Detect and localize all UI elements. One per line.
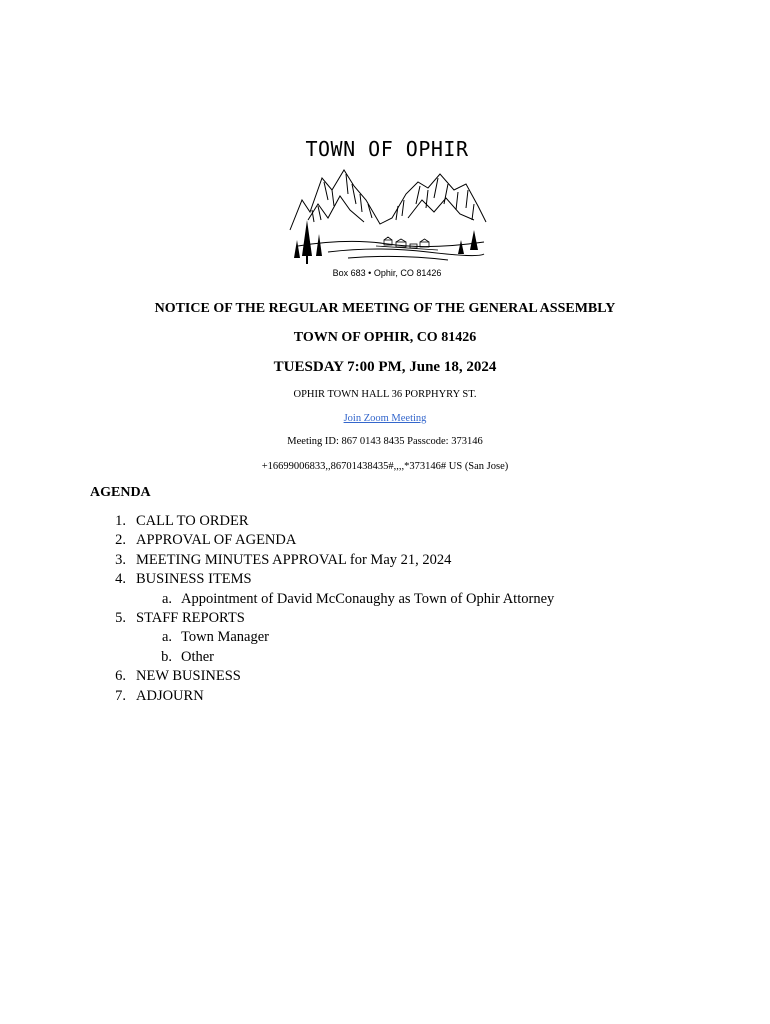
meeting-location: OPHIR TOWN HALL 36 PORPHYRY ST. — [293, 389, 477, 400]
agenda-item — [0, 687, 770, 706]
agenda-subitem — [0, 590, 770, 609]
agenda-item-number: 3. — [115, 551, 126, 568]
agenda-subitem-letter: b. — [161, 648, 172, 665]
logo-address: Box 683 • Ophir, CO 81426 — [332, 268, 442, 278]
agenda-subitem — [0, 648, 770, 667]
agenda-item-number: 7. — [115, 687, 126, 704]
town-heading: TOWN OF OPHIR, CO 81426 — [293, 330, 477, 345]
agenda-item-text: ADJOURN — [136, 687, 204, 704]
agenda-item-text: CALL TO ORDER — [136, 513, 249, 529]
agenda-list — [0, 512, 770, 706]
agenda-subitem-text: Town Manager — [181, 629, 269, 646]
agenda-item-text: STAFF REPORTS — [136, 609, 245, 626]
agenda-item-text: BUSINESS ITEMS — [136, 571, 252, 588]
agenda-item — [0, 609, 770, 628]
agenda-item-number: 5. — [115, 609, 126, 626]
notice-title: NOTICE OF THE REGULAR MEETING OF THE GENERAL ASSEMBLY — [154, 301, 616, 316]
agenda-item-number: 1. — [115, 513, 126, 529]
agenda-subitem-text: Appointment of David McConaughy as Town of Ophir Attorney — [181, 590, 555, 607]
agenda-subitem-letter: a. — [161, 590, 172, 607]
agenda-heading: AGENDA — [90, 485, 151, 500]
meeting-id: Meeting ID: 867 0143 8435 Passcode: 373146 — [287, 436, 483, 447]
agenda-item — [0, 551, 770, 570]
meeting-datetime: TUESDAY 7:00 PM, June 18, 2024 — [273, 359, 497, 375]
agenda-item-text: MEETING MINUTES APPROVAL for May 21, 2024 — [136, 551, 452, 568]
mountain-landscape-image — [288, 160, 488, 268]
join-zoom-link[interactable]: Join Zoom Meeting — [343, 413, 427, 424]
agenda-subitem — [0, 628, 770, 647]
agenda-item — [0, 570, 770, 589]
dial-in-number: +16699006833,,86701438435#,,,,*373146# US (San Jose) — [261, 461, 509, 472]
agenda-item-number: 2. — [115, 532, 126, 549]
agenda-item-text: APPROVAL OF AGENDA — [136, 532, 297, 549]
agenda-item — [0, 531, 770, 550]
agenda-item-text: NEW BUSINESS — [136, 668, 241, 685]
agenda-subitem-text: Other — [181, 648, 215, 665]
logo-title: TOWN OF OPHIR — [305, 137, 469, 161]
agenda-item — [0, 667, 770, 686]
agenda-item — [0, 512, 770, 531]
town-logo — [284, 134, 490, 284]
agenda-item-number: 6. — [115, 668, 126, 685]
agenda-subitem-letter: a. — [161, 629, 172, 646]
agenda-item-number: 4. — [115, 571, 126, 588]
zoom-link-row — [0, 412, 770, 426]
